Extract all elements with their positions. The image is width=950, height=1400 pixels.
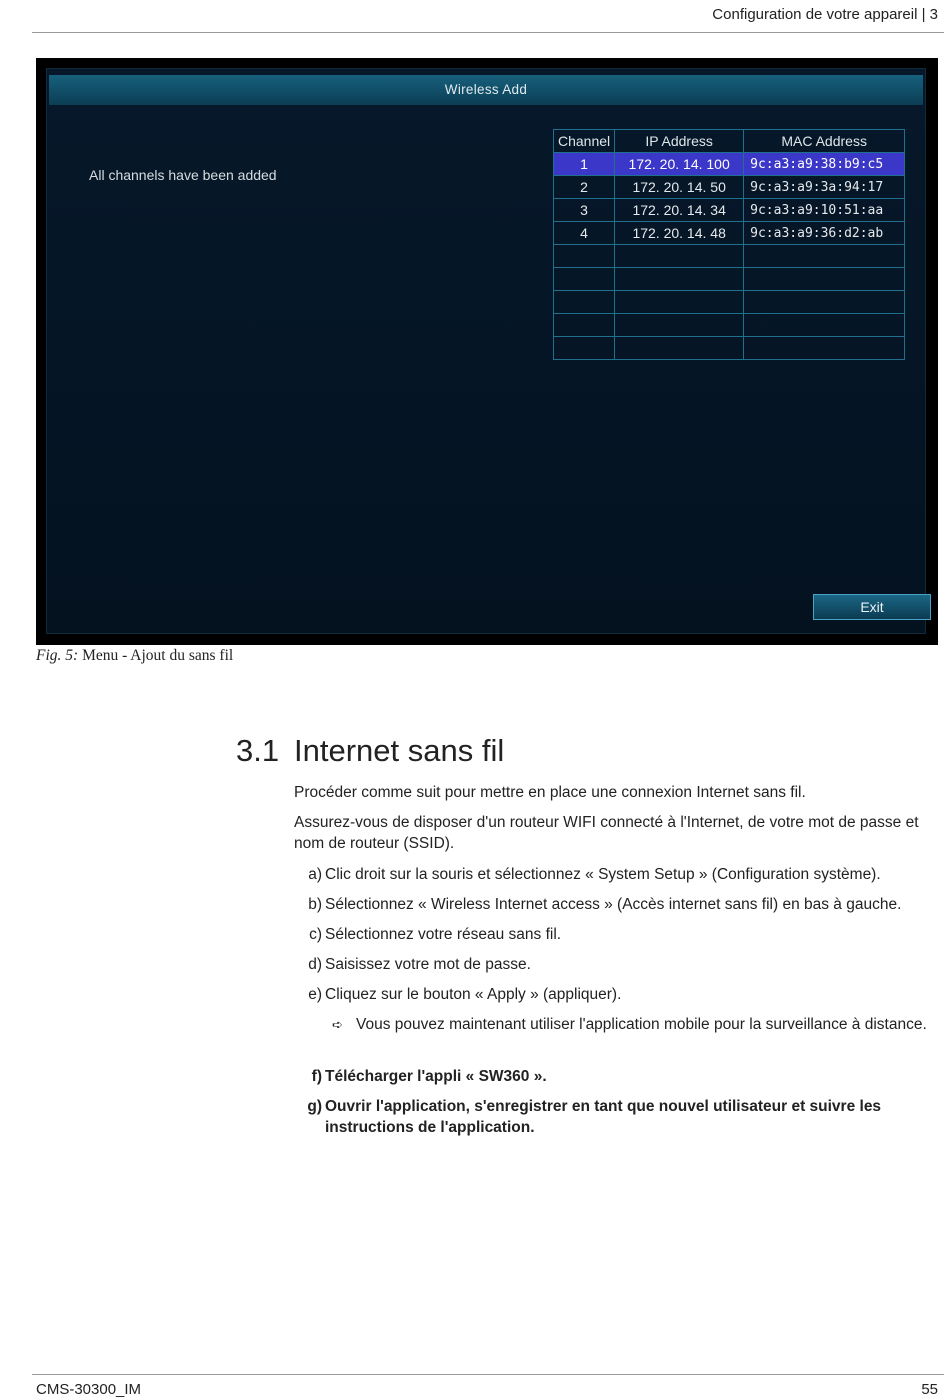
intro-paragraph: Procéder comme suit pour mettre en place une connexion Internet sans fil. [294, 784, 806, 801]
channel-cell: 2 [554, 176, 615, 199]
exit-button[interactable]: Exit [813, 594, 931, 620]
step-text: Télécharger l'appli « SW360 ». [325, 1068, 547, 1085]
step-label: g) [307, 1098, 322, 1115]
dialog-title: Wireless Add [49, 75, 923, 105]
step-text: Ouvrir l'application, s'enregistrer en tant que nouvel utilisateur et suivre les instructions de l'application. [325, 1098, 882, 1136]
running-head: Configuration de votre appareil | 3 [712, 6, 938, 23]
prerequisite-paragraph: Assurez-vous de disposer d'un routeur WIFI connecté à l'Internet, de votre mot de passe et nom de routeur (SSID). [294, 814, 919, 852]
table-row[interactable] [554, 199, 905, 222]
mac-cell [744, 268, 905, 291]
table-row-empty[interactable] [554, 245, 905, 268]
table-row-empty[interactable] [554, 337, 905, 360]
mac-cell [744, 314, 905, 337]
ip-cell: 172. 20. 14. 34 [615, 199, 744, 222]
figure-caption-text: Menu - Ajout du sans fil [78, 647, 234, 664]
column-header-channel: Channel [554, 130, 615, 153]
step-g [294, 1096, 934, 1138]
step-text: Clic droit sur la souris et sélectionnez « System Setup » (Configuration système). [325, 866, 881, 883]
step-f [294, 1066, 934, 1087]
mac-cell: 9c:a3:a9:10:51:aa [744, 199, 905, 222]
mac-cell [744, 245, 905, 268]
ip-cell: 172. 20. 14. 48 [615, 222, 744, 245]
column-header-mac: MAC Address [744, 130, 905, 153]
channel-cell [554, 337, 615, 360]
footer-rule [32, 1374, 944, 1375]
step-d [294, 954, 934, 975]
channel-cell: 3 [554, 199, 615, 222]
channel-cell: 4 [554, 222, 615, 245]
step-text: Sélectionnez « Wireless Internet access » (Accès internet sans fil) en bas à gauche. [325, 896, 902, 913]
step-text: Saisissez votre mot de passe. [325, 956, 531, 973]
step-label: b) [308, 896, 322, 913]
status-message: All channels have been added [89, 167, 277, 183]
channel-table [553, 129, 905, 360]
result-text: Vous pouvez maintenant utiliser l'application mobile pour la surveillance à distance. [356, 1016, 927, 1033]
mac-cell: 9c:a3:a9:3a:94:17 [744, 176, 905, 199]
table-row-empty[interactable] [554, 314, 905, 337]
figure-label: Fig. 5: [36, 647, 79, 664]
channel-cell: 1 [554, 153, 615, 176]
ip-cell: 172. 20. 14. 100 [615, 153, 744, 176]
step-a [294, 864, 934, 885]
channel-cell [554, 291, 615, 314]
step-label: e) [308, 986, 322, 1003]
ip-cell [615, 314, 744, 337]
column-header-ip: IP Address [615, 130, 744, 153]
ip-cell [615, 337, 744, 360]
table-row[interactable] [554, 222, 905, 245]
table-header-row [554, 130, 905, 153]
dvr-dialog [46, 68, 926, 634]
mac-cell: 9c:a3:a9:36:d2:ab [744, 222, 905, 245]
screenshot-figure [36, 58, 938, 645]
result-arrow-icon: ➪ [332, 1017, 343, 1032]
document-id: CMS-30300_IM [36, 1381, 142, 1398]
channel-cell [554, 314, 615, 337]
mac-cell [744, 291, 905, 314]
step-label: a) [308, 866, 322, 883]
step-b [294, 894, 934, 915]
ip-cell [615, 245, 744, 268]
section-number: 3.1 [236, 733, 280, 768]
step-label: c) [309, 926, 322, 943]
step-e [294, 984, 934, 1005]
step-c [294, 924, 934, 945]
header-rule [32, 32, 944, 33]
ip-cell: 172. 20. 14. 50 [615, 176, 744, 199]
page-number: 55 [921, 1381, 938, 1398]
channel-cell [554, 268, 615, 291]
table-row[interactable] [554, 176, 905, 199]
figure-caption [36, 647, 233, 665]
step-result [332, 1014, 936, 1035]
step-label: d) [308, 956, 322, 973]
step-text: Sélectionnez votre réseau sans fil. [325, 926, 562, 943]
channel-cell [554, 245, 615, 268]
mac-cell: 9c:a3:a9:38:b9:c5 [744, 153, 905, 176]
section-title: Internet sans fil [294, 733, 505, 768]
step-label: f) [311, 1068, 322, 1085]
table-row-empty[interactable] [554, 291, 905, 314]
table-row[interactable] [554, 153, 905, 176]
table-row-empty[interactable] [554, 268, 905, 291]
ip-cell [615, 268, 744, 291]
ip-cell [615, 291, 744, 314]
step-text: Cliquez sur le bouton « Apply » (appliquer). [325, 986, 622, 1003]
mac-cell [744, 337, 905, 360]
